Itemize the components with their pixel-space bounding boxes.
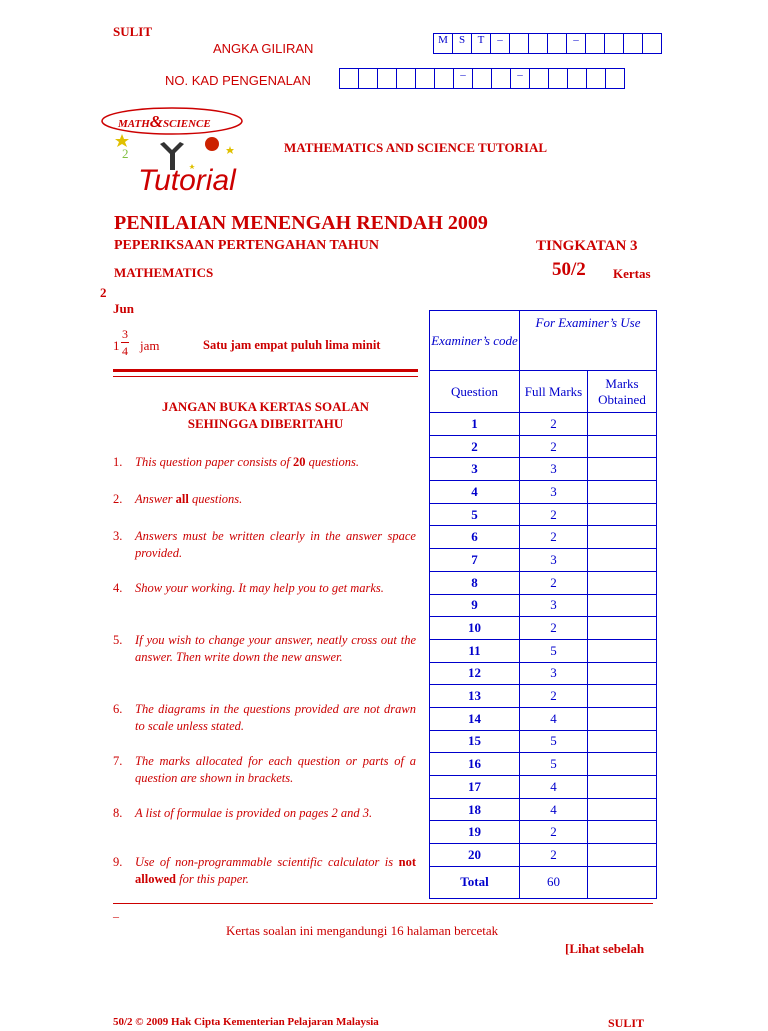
instruction-number: 4. — [113, 581, 123, 595]
footer-dash: – — [113, 909, 119, 923]
angka-giliran-box[interactable] — [585, 33, 605, 54]
instruction-text-start: The diagrams in the questions provided are not drawn to scale unless stated. — [135, 702, 416, 733]
table-row — [430, 526, 657, 549]
angka-giliran-box[interactable] — [642, 33, 662, 54]
question-number: 4 — [430, 481, 520, 504]
kad-pengenalan-box[interactable] — [491, 68, 511, 89]
marks-obtained-cell[interactable] — [588, 662, 657, 685]
instruction-text — [135, 491, 416, 508]
instruction-text — [135, 701, 416, 735]
question-number: 8 — [430, 571, 520, 594]
table-row — [430, 571, 657, 594]
table-row — [430, 594, 657, 617]
logo-math: MATH — [118, 118, 150, 130]
angka-giliran-box[interactable]: M — [433, 33, 453, 54]
footer-line — [113, 903, 653, 904]
table-row — [430, 776, 657, 799]
instruction-text — [135, 753, 416, 787]
instruction-item — [113, 753, 416, 787]
table-row — [430, 730, 657, 753]
sulit-label: SULIT — [113, 24, 153, 39]
instruction-text-start: If you wish to change your answer, neatly cross out the answer. Then write down the new answer. — [135, 633, 416, 664]
kad-pengenalan-box[interactable] — [605, 68, 625, 89]
question-number: 20 — [430, 844, 520, 867]
examiner-marks-table — [429, 310, 657, 899]
copyright-footer: 50/2 © 2009 Hak Cipta Kementerian Pelajaran Malaysia — [113, 1016, 379, 1028]
marks-obtained-cell[interactable] — [588, 685, 657, 708]
full-marks: 2 — [520, 617, 588, 640]
examiner-code-cell: Examiner’s code — [430, 311, 520, 371]
instruction-text-start: A list of formulae is provided on pages 2 and 3. — [135, 806, 373, 820]
table-row — [430, 707, 657, 730]
question-number: 3 — [430, 458, 520, 481]
marks-obtained-cell[interactable] — [588, 821, 657, 844]
exam-title: PENILAIAN MENENGAH RENDAH 2009 — [114, 212, 488, 234]
instruction-number: 9. — [113, 855, 123, 869]
full-marks: 3 — [520, 549, 588, 572]
marks-obtained-cell[interactable] — [588, 458, 657, 481]
angka-giliran-box[interactable]: S — [452, 33, 472, 54]
instruction-number: 5. — [113, 633, 123, 647]
duration-unit: jam — [140, 338, 160, 353]
kad-pengenalan-box[interactable] — [415, 68, 435, 89]
warning-line-1: JANGAN BUKA KERTAS SOALAN — [162, 399, 369, 414]
kertas-label: Kertas — [613, 266, 651, 281]
sulit-footer: SULIT — [608, 1016, 645, 1030]
tutorial-logo — [100, 104, 275, 204]
angka-giliran-box[interactable] — [623, 33, 643, 54]
full-marks: 4 — [520, 798, 588, 821]
full-marks: 3 — [520, 662, 588, 685]
angka-giliran-box[interactable]: – — [566, 33, 586, 54]
question-number: 1 — [430, 413, 520, 436]
warning-line-2: SEHINGGA DIBERITAHU — [187, 416, 344, 431]
question-number: 16 — [430, 753, 520, 776]
angka-giliran-box[interactable] — [509, 33, 529, 54]
question-number: 6 — [430, 526, 520, 549]
full-marks: 5 — [520, 639, 588, 662]
angka-giliran-box[interactable]: – — [490, 33, 510, 54]
instruction-text-start: Use of non-programmable scientific calculator is — [135, 855, 399, 869]
duration-denominator: 4 — [122, 344, 128, 358]
logo-number: 2 — [122, 146, 129, 161]
marks-obtained-cell[interactable] — [588, 730, 657, 753]
instruction-number: 8. — [113, 806, 123, 820]
instruction-text-start: This question paper consists of — [135, 455, 293, 469]
angka-giliran-box[interactable] — [547, 33, 567, 54]
full-marks: 2 — [520, 571, 588, 594]
question-number: 19 — [430, 821, 520, 844]
kad-pengenalan-box[interactable] — [434, 68, 454, 89]
marks-obtained-cell[interactable] — [588, 639, 657, 662]
instruction-item — [113, 454, 416, 471]
marks-obtained-cell[interactable] — [588, 435, 657, 458]
angka-giliran-box[interactable] — [528, 33, 548, 54]
total-obtained-cell[interactable] — [588, 866, 657, 898]
marks-obtained-cell[interactable] — [588, 707, 657, 730]
kad-pengenalan-box[interactable] — [567, 68, 587, 89]
lihat-sebelah: [Lihat sebelah — [565, 941, 645, 956]
full-marks: 3 — [520, 594, 588, 617]
question-number: 15 — [430, 730, 520, 753]
table-row — [430, 685, 657, 708]
instruction-emphasis: 20 — [293, 455, 306, 469]
instruction-number: 3. — [113, 529, 123, 543]
instruction-text — [135, 854, 416, 888]
instruction-item — [113, 701, 416, 735]
marks-obtained-cell[interactable] — [588, 776, 657, 799]
table-row — [430, 662, 657, 685]
total-value: 60 — [520, 866, 588, 898]
instruction-text — [135, 528, 416, 562]
full-marks: 2 — [520, 413, 588, 436]
warning-text — [113, 398, 418, 432]
question-number: 17 — [430, 776, 520, 799]
marks-obtained-cell[interactable] — [588, 594, 657, 617]
question-number: 18 — [430, 798, 520, 821]
instruction-text — [135, 454, 416, 471]
instruction-text-end: questions. — [188, 492, 243, 506]
full-marks: 3 — [520, 481, 588, 504]
kad-pengenalan-box[interactable] — [358, 68, 378, 89]
full-marks: 2 — [520, 821, 588, 844]
instruction-emphasis: all — [175, 492, 189, 506]
angka-giliran-boxes[interactable] — [434, 33, 662, 54]
marks-obtained-header: Marks Obtained — [588, 371, 657, 413]
duration-words: Satu jam empat puluh lima minit — [203, 338, 381, 352]
instruction-emphasis: not allowed — [135, 855, 416, 886]
full-marks: 2 — [520, 435, 588, 458]
marks-obtained-cell[interactable] — [588, 571, 657, 594]
question-number: 5 — [430, 503, 520, 526]
full-marks: 5 — [520, 753, 588, 776]
divider-line-thin — [113, 376, 418, 377]
question-number: 7 — [430, 549, 520, 572]
instruction-item — [113, 854, 416, 888]
full-marks-header: Full Marks — [520, 371, 588, 413]
instruction-number: 6. — [113, 702, 123, 716]
kad-pengenalan-box[interactable] — [586, 68, 606, 89]
kad-pengenalan-box[interactable] — [472, 68, 492, 89]
tutorial-title: MATHEMATICS AND SCIENCE TUTORIAL — [284, 140, 548, 155]
kad-pengenalan-label: NO. KAD PENGENALAN — [165, 73, 311, 88]
question-number: 10 — [430, 617, 520, 640]
full-marks: 4 — [520, 776, 588, 799]
question-number: 13 — [430, 685, 520, 708]
table-row — [430, 844, 657, 867]
instruction-text-start: Answers must be written clearly in the answer space provided. — [135, 529, 416, 560]
instruction-item — [113, 632, 416, 666]
kad-pengenalan-box[interactable] — [396, 68, 416, 89]
duration-whole: 1 — [113, 338, 120, 353]
marks-obtained-cell[interactable] — [588, 844, 657, 867]
for-examiner-use-cell: For Examiner’s Use — [520, 311, 657, 371]
full-marks: 5 — [520, 730, 588, 753]
total-label: Total — [430, 866, 520, 898]
table-row — [430, 617, 657, 640]
question-header: Question — [430, 371, 520, 413]
table-row — [430, 435, 657, 458]
pages-note: Kertas soalan ini mengandungi 16 halaman bercetak — [226, 923, 499, 938]
logo-tutorial: Tutorial — [138, 164, 236, 197]
kad-pengenalan-box[interactable]: – — [510, 68, 530, 89]
table-row — [430, 821, 657, 844]
question-number: 11 — [430, 639, 520, 662]
kad-pengenalan-box[interactable]: – — [453, 68, 473, 89]
table-row — [430, 503, 657, 526]
instruction-text — [135, 805, 416, 822]
full-marks: 3 — [520, 458, 588, 481]
full-marks: 2 — [520, 503, 588, 526]
full-marks: 4 — [520, 707, 588, 730]
instruction-text — [135, 580, 416, 597]
question-number: 14 — [430, 707, 520, 730]
marks-obtained-cell[interactable] — [588, 503, 657, 526]
duration-numerator: 3 — [122, 327, 128, 341]
angka-giliran-box[interactable] — [604, 33, 624, 54]
marks-obtained-cell[interactable] — [588, 413, 657, 436]
table-row — [430, 481, 657, 504]
table-row — [430, 458, 657, 481]
instruction-text-end: for this paper. — [175, 872, 249, 886]
divider-line — [113, 369, 418, 372]
instruction-number: 2. — [113, 492, 123, 506]
angka-giliran-label: ANGKA GILIRAN — [213, 41, 314, 56]
instruction-item — [113, 805, 416, 822]
kad-pengenalan-boxes[interactable] — [340, 68, 625, 89]
logo-ampersand: & — [149, 112, 164, 131]
table-row — [430, 798, 657, 821]
subject-label: MATHEMATICS — [114, 265, 214, 280]
kad-pengenalan-box[interactable] — [377, 68, 397, 89]
marks-obtained-cell[interactable] — [588, 798, 657, 821]
instruction-text-end: questions. — [305, 455, 359, 469]
question-number: 12 — [430, 662, 520, 685]
instruction-text-start: Answer — [135, 492, 176, 506]
instruction-number: 7. — [113, 754, 123, 768]
kad-pengenalan-box[interactable] — [529, 68, 549, 89]
table-row — [430, 639, 657, 662]
instruction-text-start: Show your working. It may help you to get marks. — [135, 581, 384, 595]
table-row — [430, 549, 657, 572]
instruction-item — [113, 491, 416, 508]
table-row — [430, 753, 657, 776]
logo-science: SCIENCE — [163, 118, 211, 130]
angka-giliran-box[interactable]: T — [471, 33, 491, 54]
marks-obtained-cell[interactable] — [588, 753, 657, 776]
full-marks: 2 — [520, 685, 588, 708]
marks-obtained-cell[interactable] — [588, 549, 657, 572]
month-label: Jun — [113, 301, 134, 316]
paper-number: 2 — [100, 285, 107, 300]
full-marks: 2 — [520, 844, 588, 867]
kad-pengenalan-box[interactable] — [339, 68, 359, 89]
marks-obtained-cell[interactable] — [588, 617, 657, 640]
instruction-number: 1. — [113, 455, 123, 469]
marks-obtained-cell[interactable] — [588, 481, 657, 504]
question-number: 9 — [430, 594, 520, 617]
table-row — [430, 413, 657, 436]
tingkatan-label: TINGKATAN 3 — [536, 238, 638, 254]
instruction-item — [113, 580, 416, 597]
kad-pengenalan-box[interactable] — [548, 68, 568, 89]
marks-obtained-cell[interactable] — [588, 526, 657, 549]
exam-subtitle: PEPERIKSAAN PERTENGAHAN TAHUN — [114, 238, 380, 253]
instruction-text — [135, 632, 416, 666]
instruction-item — [113, 528, 416, 562]
paper-code: 50/2 — [552, 259, 586, 280]
instruction-text-start: The marks allocated for each question or parts of a question are shown in brackets. — [135, 754, 416, 785]
question-number: 2 — [430, 435, 520, 458]
full-marks: 2 — [520, 526, 588, 549]
